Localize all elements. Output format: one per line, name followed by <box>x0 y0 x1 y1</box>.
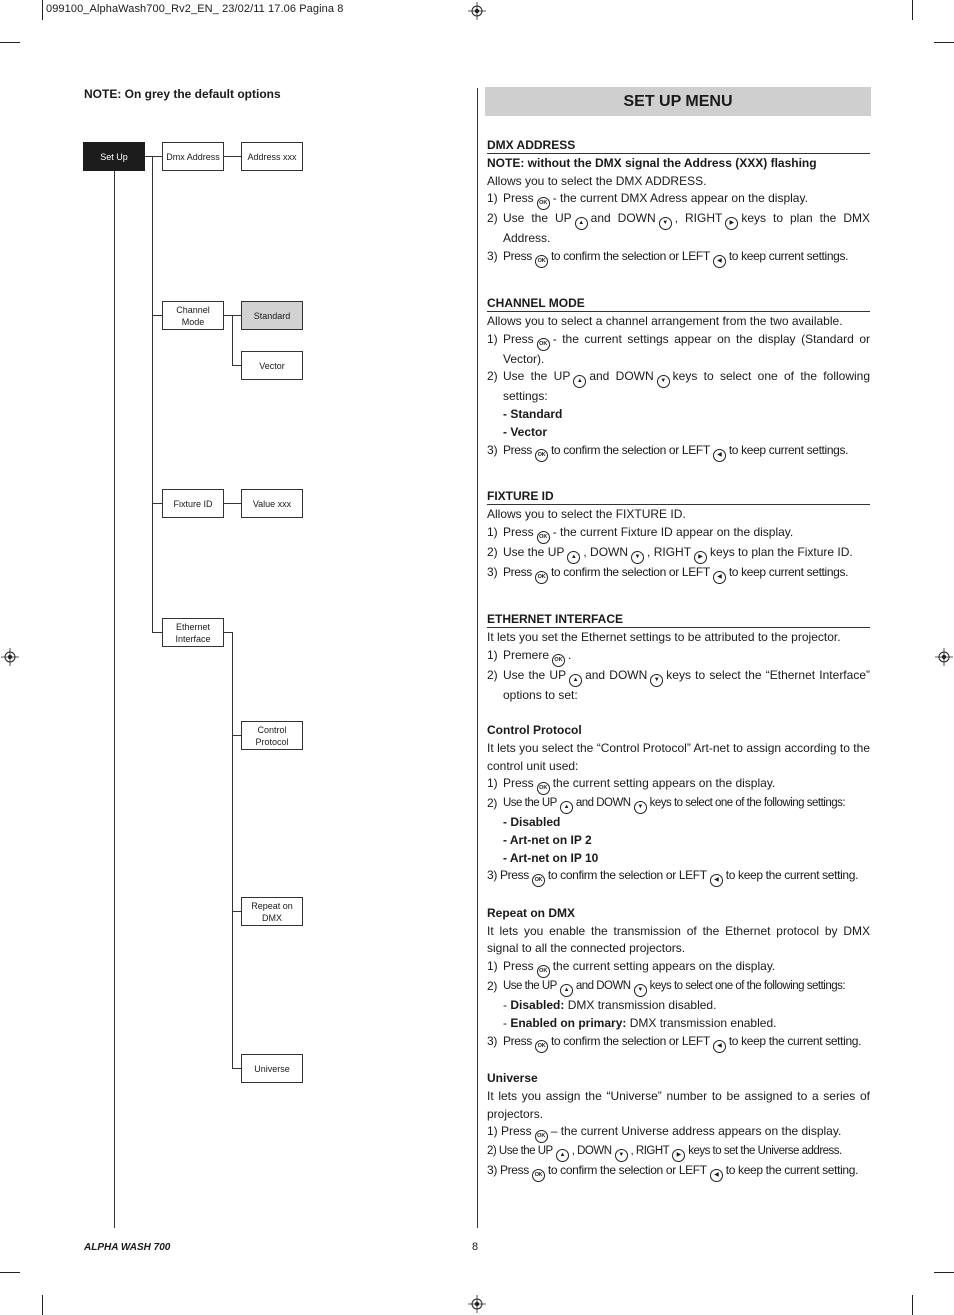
list-item: 1) Press OK the current setting appears on the display. <box>487 958 870 978</box>
list-item: 1) Press OK – the current Universe address appears on the display. <box>487 1123 870 1143</box>
tree-connector <box>144 156 162 157</box>
tree-connector <box>152 503 162 504</box>
ethernet-interface-section <box>487 612 870 1182</box>
list-item: 3) Press OK to confirm the selection or LEFT ◀ to keep the current setting. <box>487 1162 870 1182</box>
tree-node-value-xxx: Value xxx <box>241 489 303 518</box>
ok-key-icon: OK <box>552 654 565 667</box>
universe-heading: Universe <box>487 1071 538 1086</box>
page-number: 8 <box>472 1241 479 1253</box>
crop-mark <box>0 42 20 43</box>
control-protocol-intro: It lets you select the “Control Protocol” Art-net to assign according to the control unit used: <box>487 740 870 773</box>
repeat-on-dmx-intro: It lets you enable the transmission of the Ethernet protocol by DMX signal to all the connected projectors. <box>487 923 870 956</box>
dmx-address-note: NOTE: without the DMX signal the Address (XXX) flashing <box>487 156 817 170</box>
tree-connector <box>232 735 241 736</box>
fixture-id-intro: Allows you to select the FIXTURE ID. <box>487 507 686 521</box>
tree-connector <box>152 315 162 316</box>
right-key-icon: ▶ <box>672 1149 685 1162</box>
dmx-address-intro: Allows you to select the DMX ADDRESS. <box>487 173 707 188</box>
ok-key-icon: OK <box>535 449 548 462</box>
up-key-icon: ▲ <box>575 217 588 230</box>
crop-mark <box>42 0 43 20</box>
list-item: 2) Use the UP ▲ and DOWN ▼ keys to select one of the following settings: <box>487 795 870 814</box>
list-item: 2) Use the UP ▲ and DOWN ▼ , RIGHT ▶ keys to plan the DMX Address. <box>487 211 870 246</box>
tree-trunk-line <box>114 171 115 1228</box>
right-key-icon: ▶ <box>694 551 707 564</box>
crop-mark <box>912 1295 913 1315</box>
option-enabled-on-primary: - Enabled on primary: DMX transmission enabled. <box>503 1015 777 1030</box>
list-item: 1) Premere OK . <box>487 647 870 667</box>
up-key-icon: ▲ <box>573 375 586 388</box>
tree-connector <box>224 503 241 504</box>
ok-key-icon: OK <box>532 874 545 887</box>
tree-node-repeat-on-dmx: Repeat on DMX <box>241 897 303 926</box>
ok-key-icon: OK <box>537 197 550 210</box>
list-item: 3) Press OK to confirm the selection or LEFT ◀ to keep the current setting. <box>487 867 870 887</box>
tree-connector <box>152 156 153 633</box>
up-key-icon: ▲ <box>567 551 580 564</box>
registration-mark-icon <box>468 2 486 20</box>
tree-node-setup: Set Up <box>83 142 145 171</box>
channel-mode-heading: CHANNEL MODE <box>487 296 870 312</box>
tree-connector <box>152 632 162 633</box>
left-key-icon: ◀ <box>710 874 723 887</box>
tree-node-address-xxx: Address xxx <box>241 142 303 171</box>
list-item: 1) Press OK - the current DMX Adress appear on the display. <box>487 190 870 210</box>
list-item: 3) Press OK to confirm the selection or LEFT ◀ to keep current settings. <box>487 564 870 584</box>
ok-key-icon: OK <box>537 531 550 544</box>
ok-key-icon: OK <box>532 1169 545 1182</box>
tree-node-channel-mode: Channel Mode <box>162 301 224 330</box>
control-protocol-heading: Control Protocol <box>487 723 582 738</box>
list-item: 2) Use the UP ▲ and DOWN ▼ keys to select the “Ethernet Interface” options to set: <box>487 667 870 702</box>
tree-connector <box>232 911 241 912</box>
up-key-icon: ▲ <box>569 674 582 687</box>
crop-mark <box>934 1272 954 1273</box>
tree-node-dmx-address: Dmx Address <box>162 142 224 171</box>
option-artnet-ip2: - Art-net on IP 2 <box>503 832 592 847</box>
left-key-icon: ◀ <box>713 1040 726 1053</box>
channel-mode-section <box>487 296 870 462</box>
option-standard: - Standard <box>503 407 563 422</box>
tree-node-control-protocol: Control Protocol <box>241 721 303 750</box>
left-key-icon: ◀ <box>710 1169 723 1182</box>
column-divider <box>477 88 478 1228</box>
tree-node-standard: Standard <box>241 301 303 330</box>
tree-connector <box>232 315 233 366</box>
down-key-icon: ▼ <box>631 551 644 564</box>
list-item: 3) Press OK to confirm the selection or LEFT ◀ to keep the current setting. <box>487 1033 870 1053</box>
list-item: 2) Use the UP ▲ and DOWN ▼ keys to select one of the following settings: <box>487 369 871 404</box>
registration-mark-icon <box>1 648 19 666</box>
universe-intro: It lets you assign the “Universe” number to be assigned to a series of projectors. <box>487 1088 870 1121</box>
up-key-icon: ▲ <box>560 801 573 814</box>
registration-mark-icon <box>468 1295 486 1313</box>
option-disabled: - Disabled <box>503 815 561 830</box>
ethernet-interface-heading: ETHERNET INTERFACE <box>487 612 870 628</box>
list-item: 2) Use the UP ▲ , DOWN ▼ , RIGHT ▶ keys to set the Universe address. <box>487 1143 870 1162</box>
list-item: 1) Press OK - the current Fixture ID appear on the display. <box>487 524 870 544</box>
list-item: 3) Press OK to confirm the selection or LEFT ◀ to keep current settings. <box>487 248 870 268</box>
ok-key-icon: OK <box>537 338 550 351</box>
crop-mark <box>0 1272 20 1273</box>
repeat-on-dmx-heading: Repeat on DMX <box>487 906 576 920</box>
down-key-icon: ▼ <box>659 217 672 230</box>
default-options-note: NOTE: On grey the default options <box>84 87 281 101</box>
option-disabled: - Disabled: DMX transmission disabled. <box>503 998 717 1013</box>
down-key-icon: ▼ <box>657 375 670 388</box>
tree-node-ethernet-interface: Ethernet Interface <box>162 618 224 647</box>
fixture-id-section <box>487 489 870 584</box>
channel-mode-intro: Allows you to select a channel arrangement from the two available. <box>487 314 843 328</box>
left-key-icon: ◀ <box>713 571 726 584</box>
tree-connector <box>232 632 233 1069</box>
down-key-icon: ▼ <box>634 984 647 997</box>
ok-key-icon: OK <box>537 965 550 978</box>
option-vector: - Vector <box>503 424 548 439</box>
tree-connector <box>232 1068 241 1069</box>
ethernet-interface-intro: It lets you set the Ethernet settings to be attributed to the projector. <box>487 630 841 644</box>
crop-mark <box>42 1295 43 1315</box>
section-title: SET UP MENU <box>485 87 871 116</box>
fixture-id-heading: FIXTURE ID <box>487 489 870 505</box>
list-item: 3) Press OK to confirm the selection or LEFT ◀ to keep current settings. <box>487 442 870 462</box>
ok-key-icon: OK <box>537 782 550 795</box>
down-key-icon: ▼ <box>634 801 647 814</box>
registration-mark-icon <box>935 648 953 666</box>
down-key-icon: ▼ <box>615 1149 628 1162</box>
crop-mark <box>912 0 913 20</box>
list-item: 1) Press OK the current setting appears on the display. <box>487 775 870 795</box>
dmx-address-heading: DMX ADDRESS <box>487 138 870 154</box>
down-key-icon: ▼ <box>650 674 663 687</box>
up-key-icon: ▲ <box>560 984 573 997</box>
crop-mark <box>934 42 954 43</box>
list-item: 1) Press OK - the current settings appear on the display (Standard or Vector). <box>487 331 870 366</box>
up-key-icon: ▲ <box>556 1149 569 1162</box>
list-item: 2) Use the UP ▲ and DOWN ▼ keys to select one of the following settings: <box>487 978 870 997</box>
tree-connector <box>224 156 241 157</box>
tree-node-fixture-id: Fixture ID <box>162 489 224 518</box>
ok-key-icon: OK <box>535 255 548 268</box>
left-key-icon: ◀ <box>713 449 726 462</box>
left-key-icon: ◀ <box>713 255 726 268</box>
product-name: ALPHA WASH 700 <box>84 1242 171 1253</box>
tree-connector <box>232 365 241 366</box>
tree-node-universe: Universe <box>241 1054 303 1083</box>
ok-key-icon: OK <box>535 1130 548 1143</box>
ok-key-icon: OK <box>535 1040 548 1053</box>
option-artnet-ip10: - Art-net on IP 10 <box>503 850 599 865</box>
right-key-icon: ▶ <box>725 217 738 230</box>
list-item: 2) Use the UP ▲ , DOWN ▼ , RIGHT ▶ keys to plan the Fixture ID. <box>487 544 870 564</box>
ok-key-icon: OK <box>535 571 548 584</box>
dmx-address-section <box>487 138 870 268</box>
tree-node-vector: Vector <box>241 351 303 380</box>
file-header: 099100_AlphaWash700_Rv2_EN_ 23/02/11 17.06 Pagina 8 <box>46 3 344 15</box>
